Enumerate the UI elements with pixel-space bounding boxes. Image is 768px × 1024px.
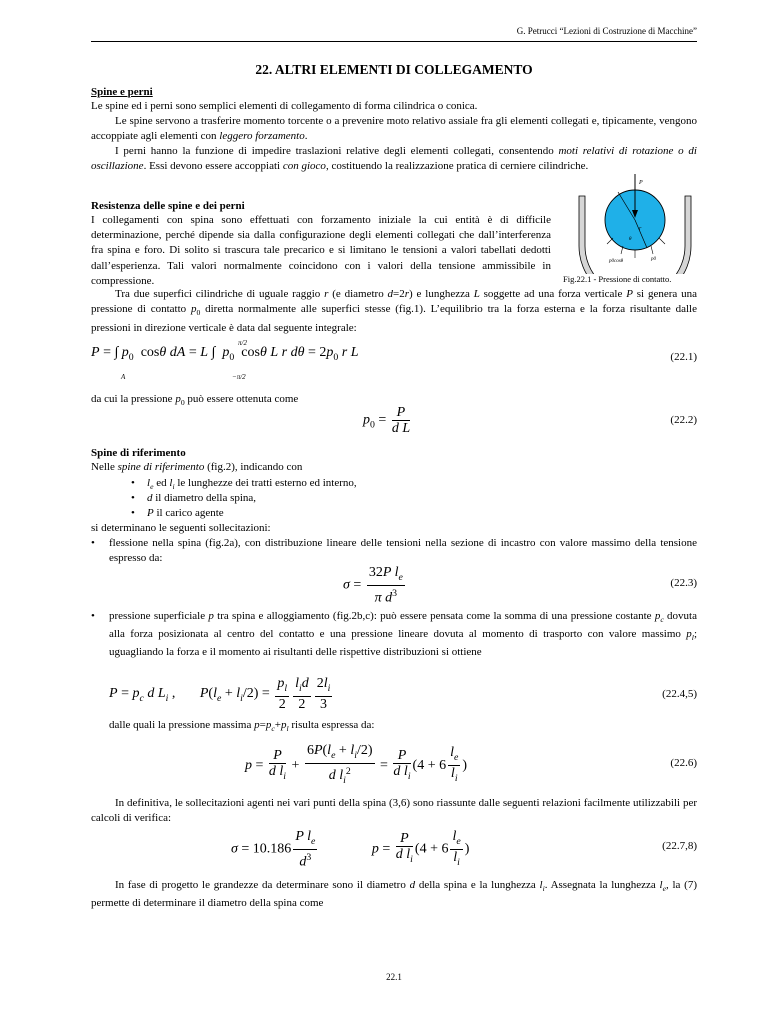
eqnum-22-2: (22.2): [670, 414, 697, 426]
paragraph-nelle-spine: Nelle spine di riferimento (fig.2), indicando con: [91, 461, 303, 473]
paragraph-in-definitiva: In definitiva, le sollecitazioni agenti nei vari punti della spina (3,6) sono riassunte dalle seguenti relazioni facilmente utilizzabili per calcoli di verifica:: [91, 797, 697, 825]
equation-22-3: σ = $\frac{32P l_e}{\pi d^3}$: [343, 565, 403, 606]
bullet-flessione: • flessione nella spina (fig.2a), con distribuzione lineare delle tensioni nella sezione di incastro con valore massimo della tensione espresso da:: [91, 537, 697, 564]
equation-22-6: p = $\frac{P}{d l_i}$ + $\frac{6P(l_e + l_i/2)}{d l_i^2}$ = $\frac{P}{d l_i}$ (4 + 6 $\frac{l_e}{l_i}$ ): [245, 743, 468, 787]
figure-label-radius: r: [639, 226, 642, 232]
chapter-title: 22. ALTRI ELEMENTI DI COLLEGAMENTO: [255, 62, 533, 77]
section-riferimento: Spine di riferimento: [91, 447, 186, 459]
page-number: 22.1: [386, 972, 402, 982]
eqnum-22-6: (22.6): [670, 757, 697, 769]
paragraph-perni: I perni hanno la funzione di impedire traslazioni relative degli elementi collegati, consentendo moti relativi di rotazione o di oscillazione. Essi devono essere accoppiati con gioco, costituendo la realizzazione pratica di cerniere cilindriche.: [91, 145, 697, 173]
figure-label-p0cos: p0cosθ: [609, 259, 624, 264]
running-header: G. Petrucci “Lezioni di Costruzione di Macchine”: [516, 26, 697, 36]
bullet-diameter: • d il diametro della spina,: [131, 492, 257, 504]
bullet-pressione: • pressione superficiale p tra spina e alloggiamento (fig.2b,c): può essere pensata come la somma di una pressione costante $p_c$ dovuta alla forza posizionata al centro del contatto e una pressione lineare dovuta al momento di trasporto con valore massimo $p_l$; uguagliando la forza e il momento ai risultanti delle rispettive distribuzioni si ottiene: [91, 610, 697, 659]
paragraph-in-fase: In fase di progetto le grandezze da determinare sono il diametro d della spina e la lunghezza $l_i$. Assegnata la lunghezza $l_e$, la (7) permette di determinare il diametro della spina come: [91, 879, 697, 910]
figure-caption: Fig.22.1 - Pressione di contatto.: [563, 274, 672, 284]
paragraph-pressione-massima: dalle quali la pressione massima $p=p_c+p_l$ risulta espressa da:: [109, 719, 375, 734]
figure-label-p0: p0: [651, 257, 656, 262]
bullet-lengths: • $l_e$ ed $l_i$ le lunghezze dei tratti esterno ed interno,: [131, 477, 357, 492]
paragraph-intro: Le spine ed i perni sono semplici elementi di collegamento di forma cilindrica o conica.: [91, 100, 478, 112]
equation-22-1: P = ∫ $p_0$ cosθ dA = L ∫ $p_0$ cosθ L r $d\theta = 2p_0$ r L: [91, 345, 359, 363]
eqnum-22-4-5: (22.4,5): [662, 688, 697, 700]
equation-22-2: $p_0$ = $\frac{P}{\text{d L}}$: [363, 405, 411, 436]
section-spine-perni: Spine e perni: [91, 86, 153, 98]
bullet-load: • P il carico agente: [131, 507, 224, 519]
contact-pressure-figure: [573, 170, 697, 274]
paragraph-collegamenti: I collegamenti con spina sono effettuati con forzamento iniziale la cui entità è di difficile determinazione, perché dipende sia dalla configurazione degli elementi collegati che dall’interferenza fra spina e foro. Di solito si trascura tale precarico e si limitano le tensioni a valori tabellati dedotti dall’esperienza. Tali valori normalmente coincidono con i valori della tensione ammissibile in compressione.: [91, 214, 551, 287]
section-resistenza: Resistenza delle spine e dei perni: [91, 200, 245, 212]
paragraph-superfici: Tra due superfici cilindriche di uguale raggio r (e diametro d=2r) e lunghezza L soggette ad una forza verticale P si genera una pressione di contatto $p_0$ diretta normalmente alle superfici stesse (fig.1). L’equilibrio tra la forza esterna e la forza risultante dalle pressioni in direzione verticale è data dal seguente integrale:: [91, 288, 697, 334]
eqnum-22-1: (22.1): [670, 351, 697, 363]
paragraph-da-cui: da cui la pressione $p_0$ può essere ottenuta come: [91, 393, 299, 408]
header-rule: [91, 41, 697, 42]
figure-label-load: P: [639, 180, 643, 186]
eqnum-22-7-8: (22.7,8): [662, 840, 697, 852]
eqnum-22-3: (22.3): [670, 577, 697, 589]
equation-22-4-5: $P = p_c$ d $L_i$ , $P(l_e + l_i/2)$ = $\frac{p_l}{2}$ $\frac{l_id}{2}$ $\frac{2l_i}{3}$: [109, 676, 331, 712]
figure-label-theta: θ: [629, 237, 632, 242]
paragraph-spine: Le spine servono a trasferire momento torcente o a prevenire moto relativo assiale fra gli elementi collegati e, tipicamente, vengono accoppiate agli elementi con leggero forzamento.: [91, 115, 697, 143]
equation-22-7-8: σ = 10.186 $\frac{P l_e}{d^3}$ p = $\frac{P}{d l_i}$ (4 + 6 $\frac{l_e}{l_i}$ ): [231, 829, 470, 870]
paragraph-sollecitazioni: si determinano le seguenti sollecitazioni:: [91, 522, 271, 534]
